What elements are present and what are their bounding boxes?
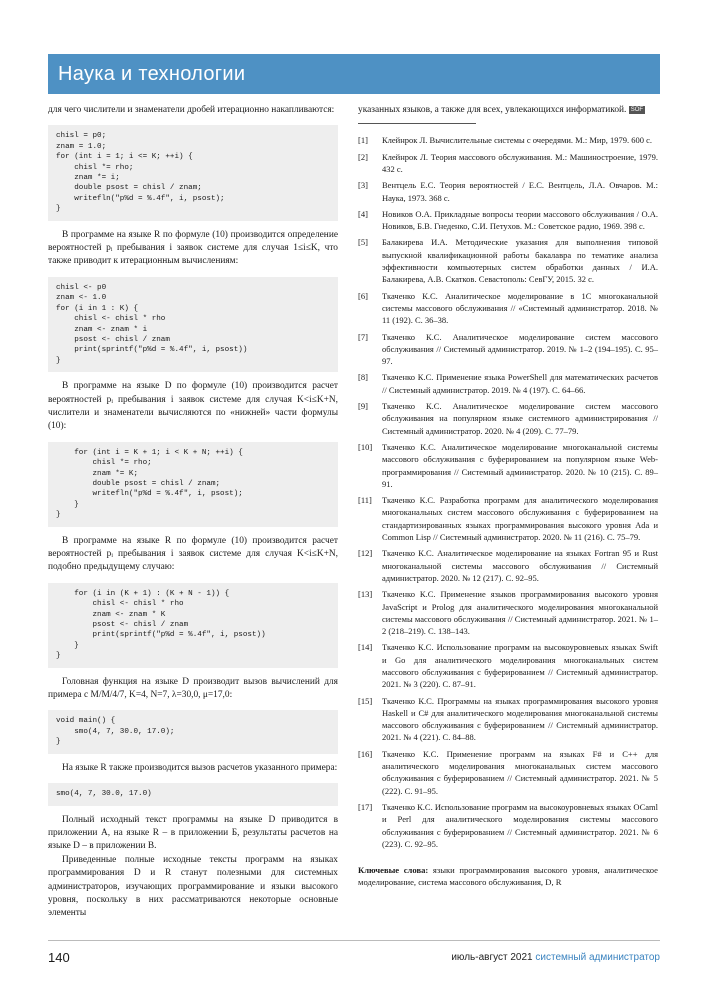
code-block-d-main: void main() { smo(4, 7, 30.0, 17.0); } (48, 710, 338, 753)
reference-number: [3] (358, 180, 368, 191)
reference-item (358, 236, 658, 285)
code-block-r-1: chisl <- p0 znam <- 1.0 for (i in 1 : K) { chisl <- chisl * rho znam <- znam * i psost <- chisl / znam print(sprintf("p%d = %.4f", i, psost)) } (48, 277, 338, 372)
divider (358, 123, 476, 124)
reference-number: [2] (358, 151, 368, 162)
reference-text: Вентцель Е.С. Теория вероятностей / Е.С. Вентцель, Л.А. Овчаров. М.: Наука, 1973. 368 с. (382, 180, 658, 203)
reference-item (358, 547, 658, 584)
reference-item (358, 208, 658, 233)
reference-number: [12] (358, 548, 373, 559)
reference-text: Ткаченко К.С. Использование программ на высокоуровневых языках OCaml и Perl для аналитического моделирования системы массового обслуживания с буферированием // Системный администратор. 2021. № 6 (223). С. 92–95. (382, 801, 658, 849)
section-banner (48, 54, 660, 94)
footer-issue (451, 952, 660, 963)
paragraph: Приведенные полные исходные тексты программ на языках программирования D и R станут полезными для системных администраторов, изучающих программирование и языки высокого уровня, поскольку в них рассматриваются некоторые основные элементы (48, 854, 338, 919)
reference-item (358, 494, 658, 543)
reference-item (358, 151, 658, 176)
paragraph: В программе на языке R по формуле (10) производится определение вероятностей pᵢ пребывания i заявок системе для случая 1≤i≤K, что также приводит к итерационным вычислениям: (48, 229, 338, 267)
reference-text: Клейнрок Л. Теория массового обслуживания. М.: Машиностроение, 1979. 432 с. (382, 151, 658, 174)
reference-text: Ткаченко К.С. Аналитическое моделирование в 1С многоканальной системы массового обслуживания // «Системный администратор. 2018. № 11 (192). С. 36–38. (382, 290, 658, 326)
keywords (358, 864, 658, 888)
magazine-name: системный администратор (535, 952, 660, 963)
reference-item (358, 695, 658, 744)
reference-item (358, 290, 658, 327)
reference-number: [10] (358, 441, 373, 452)
reference-item (358, 441, 658, 490)
reference-item (358, 400, 658, 437)
reference-text: Ткаченко К.С. Аналитическое моделирование систем массового обслуживания на популярном языке системного администрирования // Системный администратор. 2020. № 4 (209). С. 77–79. (382, 401, 658, 436)
reference-number: [1] (358, 135, 368, 146)
reference-item (358, 134, 658, 146)
reference-item (358, 748, 658, 797)
paragraph: Головная функция на языке D производит вызов вычислений для примера с M/M/4/7, K=4, N=7, λ=30,0, μ=17,0: (48, 676, 338, 701)
reference-item (358, 371, 658, 396)
reference-number: [17] (358, 801, 373, 812)
reference-number: [13] (358, 589, 373, 600)
paragraph: В программе на языке D по формуле (10) производится расчет вероятностей pᵢ пребывания i заявок системе для случая K<i≤K+N, числители и знаменатели вычисляются по «нижней» части формулы (10): (48, 381, 338, 432)
reference-text: Ткаченко К.С. Аналитическое моделирование на языках Fortran 95 и Rust многоканальной системы массового обслуживания // Системный администратор. 2020. № 12 (217). С. 92–95. (382, 548, 658, 583)
reference-text: Ткаченко К.С. Программы на языках программирования высокого уровня Haskell и C# для аналитического моделирования многоканальной системы массового обслуживания с буферированием // Системный администратор. 2021. № 4 (221). С. 84–88. (382, 695, 658, 743)
code-block-d-1: chisl = p0; znam = 1.0; for (int i = 1; i <= K; ++i) { chisl *= rho; znam *= i; double psost = chisl / znam; writefln("p%d = %.4f", i, psost); } (48, 125, 338, 220)
code-block-r-2: for (i in (K + 1) : (K + N - 1)) { chisl <- chisl * rho znam <- znam * K psost <- chisl / znam print(sprintf("p%d = %.4f", i, psost)) } } (48, 583, 338, 668)
reference-number: [9] (358, 401, 368, 412)
reference-text: Ткаченко К.С. Аналитическое моделирование систем массового обслуживания // Системный администратор. 2019. № 1–2 (194–195). С. 95–97. (382, 331, 658, 367)
reference-number: [16] (358, 748, 373, 759)
references-list (358, 134, 658, 850)
code-block-d-2: for (int i = K + 1; i < K + N; ++i) { chisl *= rho; znam *= K; double psost = chisl / znam; writefln("p%d = %.4f", i, psost); } } (48, 442, 338, 527)
reference-text: Ткаченко К.С. Аналитическое моделирование многоканальной системы массового обслуживания с буферированием на популярном языке Web-программирования // Системный администратор. 2020. № 10 (215). С. 89–91. (382, 441, 658, 489)
issue-date: июль-август 2021 (451, 952, 533, 963)
reference-number: [5] (358, 237, 368, 248)
reference-item (358, 588, 658, 637)
reference-number: [8] (358, 372, 368, 383)
paragraph: Полный исходный текст программы на языке D приводится в приложении А, на языке R – в приложении Б, результаты расчетов на языке D – в приложении В. (48, 814, 338, 852)
reference-item (358, 801, 658, 850)
reference-number: [11] (358, 495, 372, 506)
footer-divider (48, 940, 660, 941)
keywords-label: Ключевые слова: (358, 865, 429, 876)
paragraph: указанных языков, а также для всех, увлекающихся информатикой. SOF (358, 105, 644, 115)
reference-number: [14] (358, 642, 373, 653)
paragraph: В программе на языке R по формуле (10) производится расчет вероятностей pᵢ пребывания i заявок системе для случая K<i≤K+N, подобно предыдущему случаю: (48, 535, 338, 573)
reference-text: Новиков О.А. Прикладные вопросы теории массового обслуживания / О.А. Новиков, Б.В. Гнеденко, С.И. Петухов. М.: Советское радио, 1969. 398 с. (382, 208, 658, 232)
paragraph: для чего числители и знаменатели дробей итерационно накапливаются: (48, 105, 335, 115)
end-of-article-mark: SOF (630, 106, 644, 113)
reference-text: Ткаченко К.С. Применение языков программирования высокого уровня JavaScript и Prolog для аналитического моделирования многоканальной системы массового обслуживания // Системный администратор. 2021. № 1–2 (218–219). С. 138–143. (382, 589, 658, 637)
right-column (358, 104, 658, 889)
section-title: Наука и технологии (58, 63, 246, 85)
reference-number: [6] (358, 290, 368, 301)
reference-text: Ткаченко К.С. Применение языка PowerShell для математических расчетов // Системный администратор. 2019. № 4 (197). С. 64–66. (382, 372, 658, 395)
keywords-text: языки программирования высокого уровня, аналитическое моделирование, система массового обслуживания, D, R (358, 865, 658, 888)
reference-text: Ткаченко К.С. Применение программ на языках F# и C++ для аналитического моделирования многоканальных систем массового обслуживания с буферированием // Системный администратор. 2021. № 5 (222). С. 91–95. (382, 748, 658, 796)
reference-text: Клейнрок Л. Вычислительные системы с очередями. М.: Мир, 1979. 600 с. (382, 135, 652, 146)
reference-text: Ткаченко К.С. Разработка программ для аналитического моделирования многоканальных систем массового обслуживания с буферированием на стандартизированных языках программирования высокого уровня Ada и Common Lisp // Системный администратор. 2020. № 11 (216). С. 75–79. (382, 495, 658, 543)
page-number: 140 (48, 950, 70, 965)
code-block-r-call: smo(4, 7, 30.0, 17.0) (48, 783, 338, 805)
reference-text: Ткаченко К.С. Использование программ на высокоуровневых языках Swift и Go для аналитического моделирования многоканальных систем массового обслуживания с буферированием // Системный администратор. 2021. № 3 (220). С. 87–91. (382, 642, 658, 690)
reference-item (358, 641, 658, 690)
left-column (48, 104, 338, 921)
reference-number: [7] (358, 331, 368, 342)
reference-item (358, 331, 658, 368)
reference-number: [15] (358, 695, 373, 706)
reference-number: [4] (358, 208, 368, 219)
reference-text: Балакирева И.А. Методические указания для выполнения типовой выпускной квалификационной работы бакалавра по тематике анализа эффективности компьютерных систем обработки данных / И.А. Балакирева, А.В. Скатков. Севастополь: СевГУ, 2015. 32 с. (382, 237, 658, 285)
reference-item (358, 179, 658, 204)
paragraph: На языке R также производится вызов расчетов указанного примера: (62, 762, 338, 773)
